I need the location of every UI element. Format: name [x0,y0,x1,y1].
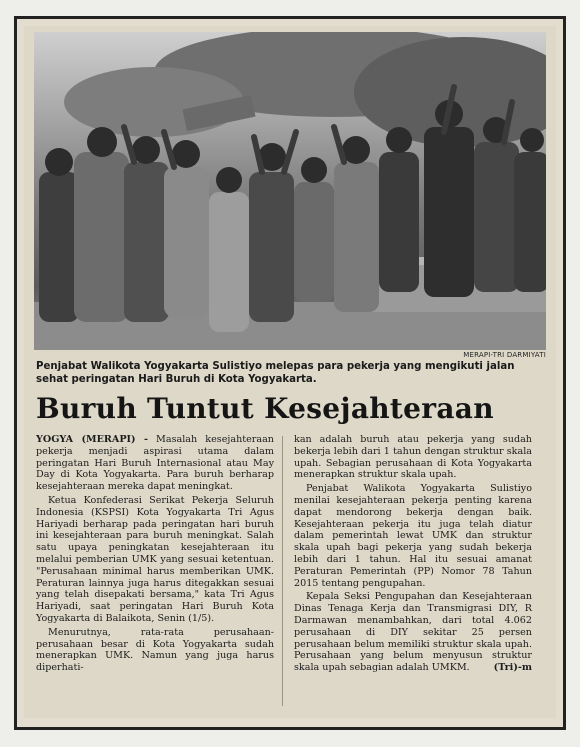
article-paragraph: kan adalah buruh atau pekerja yang sudah bekerja lebih dari 1 tahun dengan struktur skala upah. Sebagian perusahaan di Kota Yogyakarta menerapkan struktur skala upah. [294,434,532,481]
article-paragraph: Penjabat Walikota Yogyakarta Sulistiyo menilai kesejahteraan pekerja penting karena dapat mendorong bekerja dengan baik. Kesejahteraan pekerja itu juga telah diatur dalam pemerintah lewat UMK dan struktur skala upah bagi pekerja yang sudah bekerja lebih dari 1 tahun. Hal itu sesuai amanat Peraturan Pemerintah (PP) Nomor 78 Tahun 2015 tentang pengupahan. [294,483,532,589]
article-paragraph [294,591,532,674]
author-signature: (Tri)-m [493,662,532,674]
article-paragraph [36,434,274,493]
news-photo [34,32,546,350]
article-column-2 [294,434,532,676]
photo-credit: MERAPI-TRI DARMIYATI [463,351,546,359]
article-headline: Buruh Tuntut Kesejahteraan [36,392,494,425]
article-paragraph: Ketua Konfederasi Serikat Pekerja Seluruh Indonesia (KSPSI) Kota Yogyakarta Tri Agus Hariyadi berharap pada peringatan hari buruh ini kesejahteraan para buruh meningkat. Salah satu upaya peningkatan kesejahteraan itu melalui pemberian UMK yang sesuai ketentuan. "Perusahaan minimal harus memberikan UMK. Peraturan lainnya juga harus ditegakkan sesuai yang telah disepakati bersama," kata Tri Agus Hariyadi, saat peringatan Hari Buruh Kota Yogyakarta di Balaikota, Senin (1/5). [36,494,274,624]
column-divider [282,436,283,706]
newspaper-clipping [24,26,556,718]
article-paragraph-text: Masalah kesejahteraan pekerja menjadi aspirasi utama dalam peringatan Hari Buruh Internasional atau May Day di Kota Yogyakarta. Para buruh berharap kesejahteraan mereka dapat meningkat. [36,434,274,493]
photo-caption: Penjabat Walikota Yogyakarta Sulistiyo melepas para pekerja yang mengikuti jalan sehat peringatan Hari Buruh di Kota Yogyakarta. [36,361,515,385]
article-paragraph-text: Kepala Seksi Pengupahan dan Kesejahteraan Dinas Tenaga Kerja dan Transmigrasi DIY, R Darmawan menambahkan, dari total 4.062 perusahaan di DIY sekitar 25 persen perusahaan belum memiliki struktur skala upah. Perusahaan yang belum menyusun struktur skala upah sebagian adalah UMKM. [294,591,532,674]
article-column-1 [36,434,274,676]
article-dateline: YOGYA (MERAPI) - [36,434,148,445]
crowd-photo-illustration [34,32,546,350]
article-paragraph: Menurutnya, rata-rata perusahaan-perusahaan besar di Kota Yogyakarta sudah menerapkan UMK. Namun yang juga harus diperhati- [36,626,274,674]
